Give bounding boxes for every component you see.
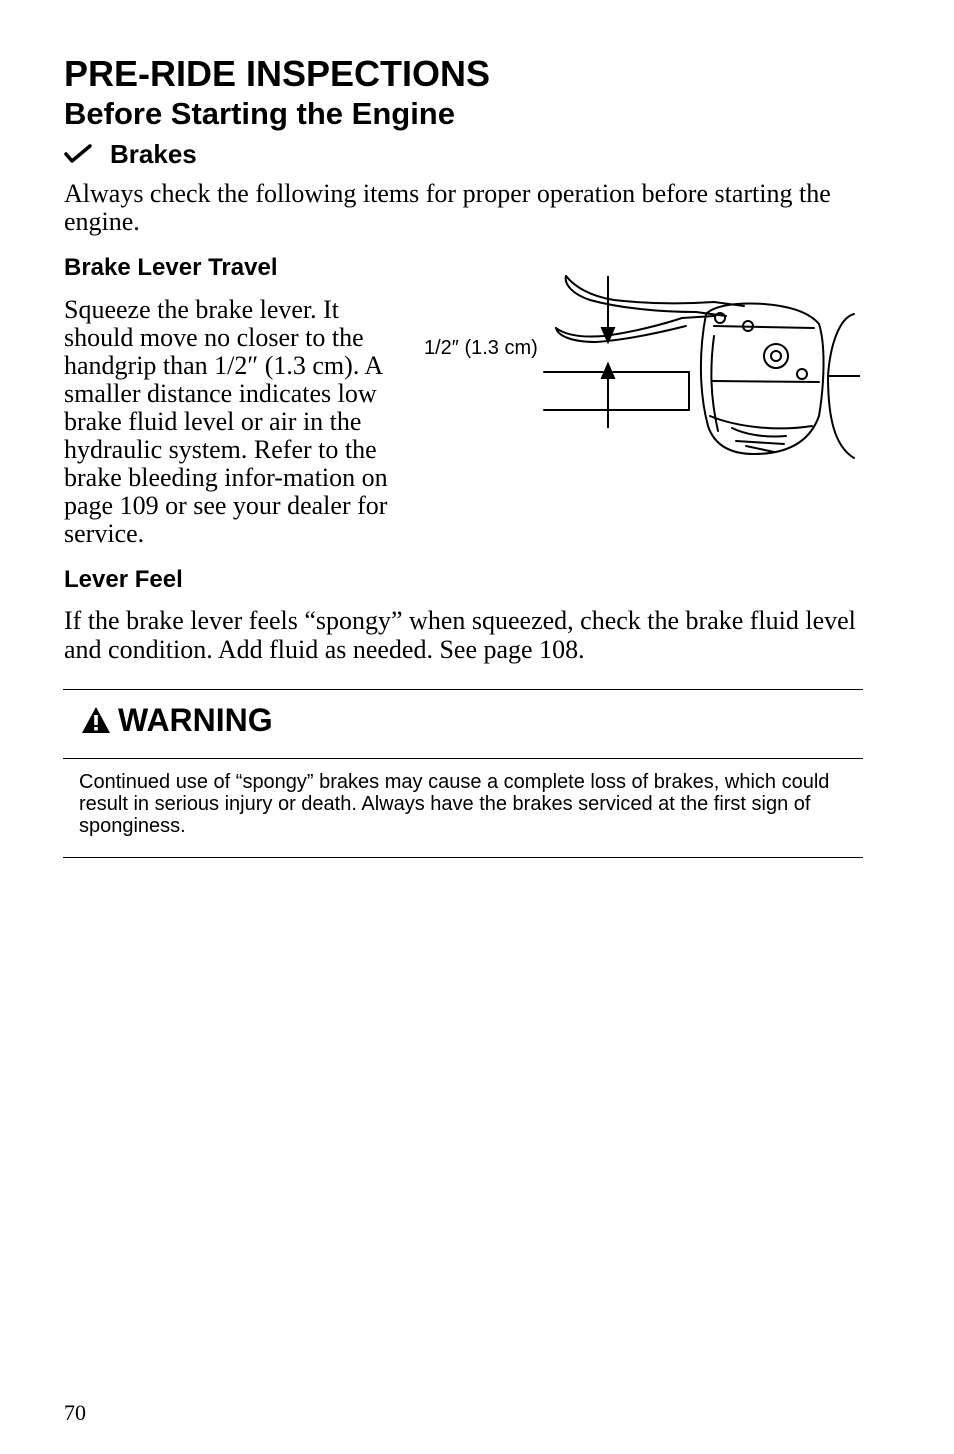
brake-lever-travel-paragraph: Squeeze the brake lever. It should move no closer to the handgrip than 1/2″ (1.3 cm). A smaller distance indicates low brake fluid level or air in the hydraulic system. Refer to the brake bleeding infor-mation on page 109 or see your dealer for service. xyxy=(64,295,388,548)
brake-lever-diagram xyxy=(414,266,860,466)
warning-triangle-icon xyxy=(80,705,112,735)
intro-paragraph: Always check the following items for proper operation before starting the engine. xyxy=(64,179,831,236)
lever-feel-heading: Lever Feel xyxy=(64,566,183,593)
warning-label: WARNING xyxy=(118,701,273,738)
warning-paragraph: Continued use of “spongy” brakes may cause a complete loss of brakes, which could result in serious injury or death. Always have the brakes serviced at the first sign of sponginess. xyxy=(79,771,830,837)
page-number: 70 xyxy=(64,1400,86,1425)
subsection-heading-brakes xyxy=(64,138,197,170)
warning-bottom-rule xyxy=(63,857,863,858)
page-title: PRE-RIDE INSPECTIONS xyxy=(64,53,491,94)
brake-lever-travel-heading: Brake Lever Travel xyxy=(64,254,278,281)
lever-feel-paragraph: If the brake lever feels “spongy” when squeezed, check the brake fluid level and condition. Add fluid as needed. See page 108. xyxy=(64,606,856,664)
warning-divider xyxy=(63,758,863,759)
section-title: Before Starting the Engine xyxy=(64,96,455,131)
measurement-label: 1/2″ (1.3 cm) xyxy=(424,337,538,359)
checkmark-icon xyxy=(64,144,92,164)
warning-heading xyxy=(80,700,273,740)
warning-top-rule xyxy=(63,689,863,690)
subsection-label: Brakes xyxy=(110,138,197,169)
